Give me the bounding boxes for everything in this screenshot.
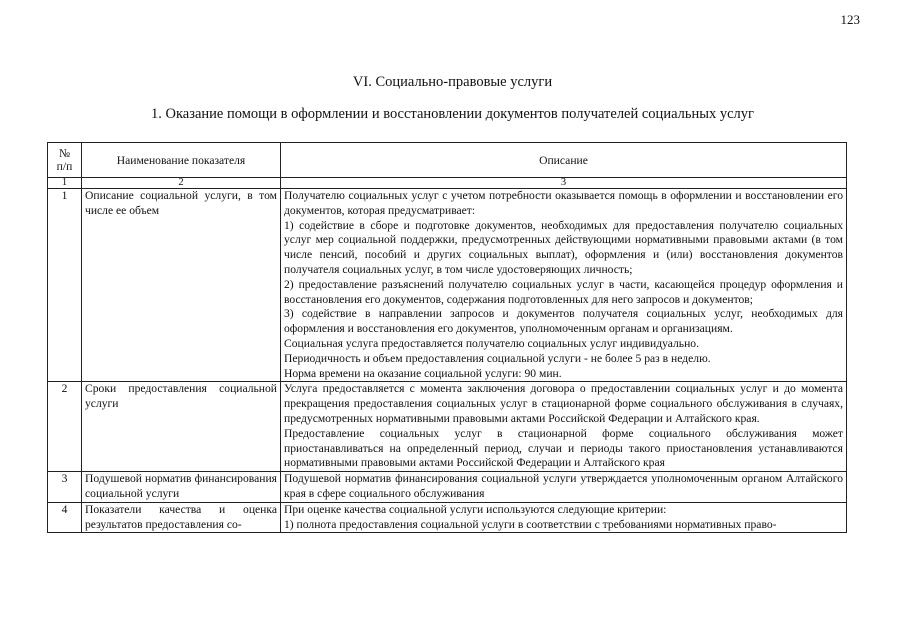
row-number: 4	[48, 502, 82, 533]
table-header-row	[48, 143, 847, 178]
row-number: 2	[48, 382, 82, 472]
indicator-name: Показатели качества и оценка результатов предоставления со-	[82, 502, 281, 533]
indicator-name: Подушевой норматив финансирования социальной услуги	[82, 472, 281, 503]
services-table	[47, 142, 847, 533]
subsection-title: 1. Оказание помощи в оформлении и восстановлении документов получателей социальных услуг	[150, 106, 754, 122]
description-paragraph: 1) содействие в сборе и подготовке документов, необходимых для предоставления получателю социальных услуг мер социальной поддержки, предусмотренных действующими нормативными правовыми актами (в том числе пенсий, пособий и других социальных выплат), оформления и (или) восстановления документов получателя социальных услуг, в том числе удостоверяющих личность;	[284, 218, 843, 276]
table-row	[48, 382, 847, 472]
header-number-line2: п/п	[56, 160, 73, 173]
indicator-description	[281, 382, 847, 472]
description-paragraph: Социальная услуга предоставляется получателю социальных услуг индивидуально.	[284, 336, 699, 350]
column-number: 1	[48, 178, 82, 189]
indicator-name: Описание социальной услуги, в том числе ее объем	[82, 189, 281, 382]
description-paragraph: Получателю социальных услуг с учетом потребности оказывается помощь в оформлении и восстановлении его документов, которая предусматривает:	[284, 189, 843, 217]
column-number: 3	[281, 178, 847, 189]
description-paragraph: Подушевой норматив финансирования социальной услуги утверждается уполномоченным органом Алтайского края в сфере социального обслуживания	[284, 472, 843, 500]
page-number: 123	[840, 12, 860, 27]
description-paragraph: Норма времени на оказание социальной услуги: 90 мин.	[284, 366, 562, 380]
section-title: VI. Социально-правовые услуги	[352, 74, 553, 90]
indicator-description	[281, 502, 847, 533]
description-paragraph: При оценке качества социальной услуги используются следующие критерии:	[284, 502, 667, 516]
description-paragraph: Предоставление социальных услуг в стационарной форме социального обслуживания может приостанавливаться на определенный период, случаи и периоды такого приостановления устанавливаются нормативными правовыми актами Российской Федерации и Алтайского края	[284, 426, 843, 470]
description-paragraph: Услуга предоставляется с момента заключения договора о предоставлении социальных услуг и до момента прекращения предоставления социальных услуг в стационарной форме социального обслуживания в случаях, предусмотренных нормативными правовыми актами Российской Федерации и Алтайского края.	[284, 382, 843, 425]
indicator-name: Сроки предоставления социальной услуги	[82, 382, 281, 472]
row-number: 1	[48, 189, 82, 382]
description-paragraph: 1) полнота предоставления социальной услуги в соответствии с требованиями нормативных право-	[284, 517, 777, 531]
header-number	[48, 143, 82, 178]
column-number-row	[48, 178, 847, 189]
indicator-description	[281, 189, 847, 382]
table-row	[48, 472, 847, 503]
description-paragraph: Периодичность и объем предоставления социальной услуги - не более 5 раз в неделю.	[284, 351, 711, 365]
column-number: 2	[82, 178, 281, 189]
table-row	[48, 502, 847, 533]
row-number: 3	[48, 472, 82, 503]
header-number-line1: №	[58, 147, 71, 160]
description-paragraph: 2) предоставление разъяснений получателю социальных услуг в части, касающейся процедур оформления и восстановления его документов, содержания подготовленных для него запросов и документов;	[284, 277, 843, 306]
description-paragraph: 3) содействие в направлении запросов и документов получателя социальных услуг, необходимых для оформления и восстановления его документов, уполномоченным органам и организациям.	[284, 307, 843, 336]
table-row	[48, 189, 847, 382]
header-indicator-name: Наименование показателя	[82, 143, 281, 178]
indicator-description	[281, 472, 847, 503]
header-description: Описание	[281, 143, 847, 178]
